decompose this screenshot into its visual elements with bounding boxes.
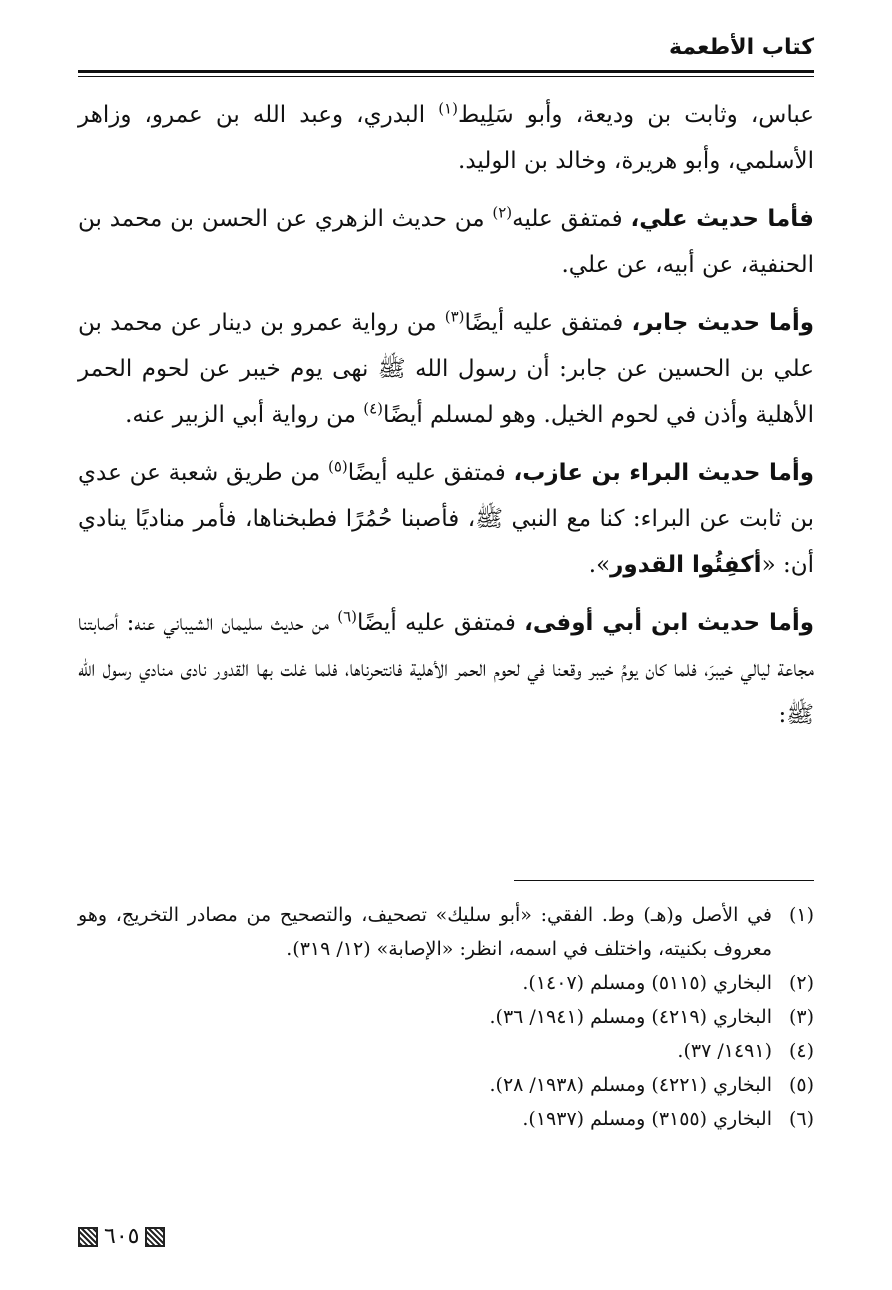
ornament-icon — [145, 1227, 165, 1247]
text-run: من رواية عمرو بن دينار عن محمد بن علي بن الحسين عن جابر: أن رسول الله ﷺ نهى يوم خيبر عن لحوم الحمر الأهلية وأذن في لحوم الخيل. وهو لمسلم أيضًا — [78, 310, 814, 428]
footnotes — [78, 898, 814, 1136]
paragraph — [78, 450, 814, 588]
chapter-title: كتاب الأطعمة — [669, 35, 814, 60]
footnote — [78, 1068, 814, 1102]
text-run: فمتفق عليه — [512, 206, 631, 232]
footnote-number: (٤) — [788, 1040, 814, 1062]
paragraph — [78, 300, 814, 438]
paragraph — [78, 92, 814, 184]
footnote-separator — [514, 880, 814, 881]
paragraph-lead: وأما حديث البراء بن عازب، — [513, 460, 814, 486]
footnote-text: في الأصل و(هـ) وط. الفقي: «أبو سليك» تصحيف، والتصحيح من مصادر التخريج، وهو معروف بكنيته، واختلف في اسمه، انظر: «الإصابة» (١٢/ ٣١٩). — [78, 904, 772, 960]
footnote-ref: (٦) — [337, 607, 358, 626]
footnote-ref: (٤) — [363, 399, 383, 418]
text-run: من حديث الزهري عن الحسن بن محمد بن الحنفية، عن أبيه، عن علي. — [78, 206, 814, 278]
footnote — [78, 1000, 814, 1034]
paragraph — [78, 196, 814, 288]
ornament-icon — [78, 1227, 98, 1247]
footnote-text: البخاري (٤٢١٩) ومسلم (١٩٤١/ ٣٦). — [489, 1006, 772, 1028]
footnote — [78, 1034, 814, 1068]
footnote-number: (٦) — [788, 1108, 814, 1130]
footnote-number: (٣) — [788, 1006, 814, 1028]
footnote-ref: (٢) — [492, 203, 513, 222]
text-run: فمتفق عليه أيضًا — [464, 310, 632, 336]
footnote-number: (٢) — [788, 972, 814, 994]
text-run: البدري، وعبد الله بن عمرو، وزاهر الأسلمي، وأبو هريرة، وخالد بن الوليد. — [78, 102, 814, 174]
paragraph-lead: فأما حديث علي، — [630, 206, 814, 232]
text-run: من حديث سليمان الشيباني عنه: أصابتنا مجاعة ليالي خيبرَ، فلما كان يومُ خيبر وقعنا في لحوم الحمر الأهلية فانتحرناها، فلما غلت بها القدور نادى منادي رسول الله ﷺ: — [78, 610, 814, 728]
paragraph-lead: وأما حديث ابن أبي أوفى، — [524, 610, 815, 636]
footnote — [78, 1102, 814, 1136]
footnote-text: البخاري (٤٢٢١) ومسلم (١٩٣٨/ ٢٨). — [489, 1074, 772, 1096]
footnote-text: البخاري (٣١٥٥) ومسلم (١٩٣٧). — [522, 1108, 772, 1130]
paragraph — [78, 600, 814, 738]
footnote-text: (١٤٩١/ ٣٧). — [677, 1040, 772, 1062]
paragraph-lead: وأما حديث جابر، — [631, 310, 815, 336]
text-run: ». — [588, 552, 611, 578]
header-rule-thin — [78, 76, 814, 77]
text-run: فمتفق عليه أيضًا — [357, 610, 525, 636]
page-footer — [78, 1224, 165, 1249]
text-run: فمتفق عليه أيضًا — [347, 460, 514, 486]
page-number: ٦٠٥ — [104, 1224, 140, 1249]
text-run: من رواية أبي الزبير عنه. — [125, 402, 364, 428]
footnote-ref: (١) — [438, 99, 458, 118]
footnote-number: (١) — [788, 904, 814, 926]
footnote — [78, 898, 814, 966]
text-run: عباس، وثابت بن وديعة، وأبو سَلِيط — [457, 102, 814, 128]
footnote-ref: (٥) — [328, 457, 348, 476]
footnote-number: (٥) — [788, 1074, 814, 1096]
footnote — [78, 966, 814, 1000]
text-run: من طريق شعبة عن عدي بن ثابت عن البراء: كنا مع النبي ﷺ، فأصبنا حُمُرًا فطبخناها، فأمر مناديًا ينادي أن: « — [78, 460, 814, 578]
header-rule-thick — [78, 70, 814, 73]
footnote-text: البخاري (٥١١٥) ومسلم (١٤٠٧). — [522, 972, 772, 994]
footnote-ref: (٣) — [444, 307, 465, 326]
main-text — [78, 92, 814, 750]
running-header — [78, 30, 814, 77]
quoted-bold: أكفِئُوا القدور — [610, 552, 762, 578]
